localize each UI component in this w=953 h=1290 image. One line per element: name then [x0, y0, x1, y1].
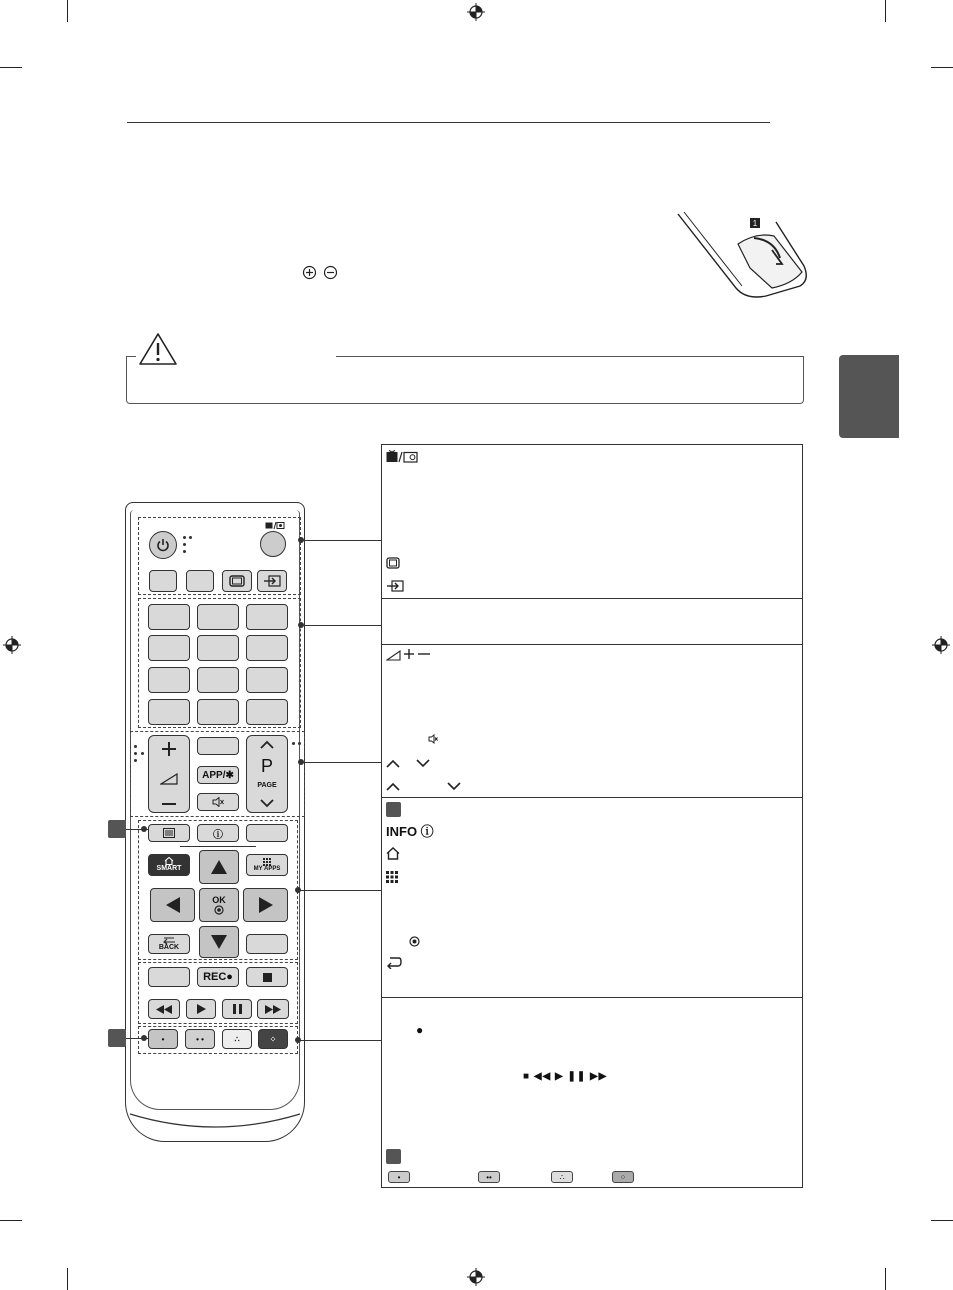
registration-mark-icon	[3, 636, 21, 654]
blank-button[interactable]	[186, 570, 214, 592]
indicator-dot	[189, 536, 192, 539]
ok-button-label: OK	[212, 895, 226, 905]
blank-button[interactable]	[148, 967, 190, 987]
green-key-icon: ••	[478, 1171, 500, 1183]
indicator-dot	[298, 742, 301, 745]
volume-up-icon	[162, 742, 176, 756]
indicator-dot	[292, 742, 295, 745]
leader-line	[302, 762, 382, 763]
page-up-icon	[259, 740, 275, 750]
indicator-dot	[134, 752, 137, 755]
green-button[interactable]: • •	[185, 1029, 215, 1049]
number-button[interactable]	[148, 604, 190, 630]
number-button[interactable]	[246, 635, 288, 661]
crop-mark	[0, 67, 22, 68]
dpad-down-button[interactable]	[199, 926, 239, 958]
volume-rocker[interactable]	[148, 735, 190, 813]
volume-down-icon	[162, 802, 176, 806]
crop-mark	[931, 67, 953, 68]
number-button[interactable]	[197, 635, 239, 661]
leader-dot	[141, 1035, 147, 1041]
back-button-label: BACK	[158, 944, 180, 951]
home-icon	[386, 847, 400, 860]
grid-icon	[386, 871, 398, 883]
leader-line	[299, 1040, 382, 1041]
registration-mark-icon	[932, 636, 950, 654]
indicator-dot	[183, 543, 186, 546]
mute-icon	[212, 797, 224, 807]
arrow-down-icon	[210, 934, 228, 950]
blank-button[interactable]	[149, 570, 177, 592]
arrow-up-icon	[210, 859, 228, 875]
ok-circle-icon	[214, 905, 224, 915]
registration-mark-icon	[467, 1268, 485, 1286]
screen-icon	[386, 557, 400, 569]
svg-text:1: 1	[752, 219, 758, 228]
teletext-button[interactable]	[148, 824, 190, 842]
number-button[interactable]	[246, 604, 288, 630]
play-icon	[197, 1004, 206, 1014]
tv-radio-icon	[265, 521, 285, 530]
blank-button[interactable]	[197, 737, 239, 755]
indicator-dot	[141, 752, 144, 755]
indicator-dot	[134, 759, 137, 762]
arrow-left-icon	[165, 896, 181, 914]
blue-key-icon: ⁘	[612, 1171, 634, 1183]
play-button[interactable]	[186, 999, 216, 1019]
mute-icon	[428, 734, 438, 744]
page-letter: P	[260, 756, 273, 776]
blank-button[interactable]	[246, 934, 288, 954]
section-badge	[108, 820, 126, 838]
chevron-up-icon	[386, 759, 400, 768]
pause-button[interactable]	[222, 999, 252, 1019]
registration-mark-icon	[467, 3, 485, 21]
battery-cover-illustration	[672, 210, 812, 305]
back-icon	[386, 956, 402, 969]
caution-box-top-right	[336, 356, 804, 357]
crop-mark	[885, 0, 886, 22]
leader-line	[302, 625, 382, 626]
header-rule	[127, 122, 770, 123]
dpad-left-button[interactable]	[150, 888, 195, 922]
stop-button[interactable]	[246, 967, 288, 987]
info-button-label: ⓘ	[213, 829, 223, 841]
crop-mark	[67, 1268, 68, 1290]
rewind-button[interactable]	[148, 999, 180, 1019]
minus-circle-icon	[323, 265, 338, 280]
indicator-dot	[134, 745, 137, 748]
leader-dot	[141, 826, 147, 832]
number-button[interactable]	[148, 667, 190, 693]
arrow-right-icon	[258, 896, 274, 914]
chevron-down-icon	[416, 759, 430, 768]
ok-button[interactable]	[199, 888, 239, 922]
chapter-tab	[839, 355, 899, 438]
rec-dot: ●	[416, 1023, 424, 1037]
app-button-label: APP/✱	[202, 769, 234, 781]
mute-button[interactable]	[197, 793, 239, 811]
remote-bottom-curve	[126, 1100, 304, 1144]
crop-mark	[931, 1220, 953, 1221]
leader-line	[299, 890, 382, 891]
power-button[interactable]	[149, 531, 177, 559]
indicator-dot	[183, 536, 186, 539]
number-button[interactable]	[148, 635, 190, 661]
teletext-icon	[163, 828, 175, 838]
indicator-dot	[183, 550, 186, 553]
number-button[interactable]	[246, 667, 288, 693]
volume-icon	[160, 773, 178, 785]
section-badge	[108, 1029, 126, 1047]
power-icon	[155, 537, 171, 553]
fast-forward-icon	[265, 1005, 281, 1014]
panel-divider	[382, 598, 802, 599]
back-button[interactable]	[148, 934, 190, 954]
back-icon	[162, 936, 176, 944]
panel-divider	[382, 997, 802, 998]
number-button[interactable]	[246, 699, 288, 725]
number-button[interactable]	[197, 699, 239, 725]
volume-plus-minus-icon	[386, 648, 432, 661]
input-icon	[263, 575, 281, 587]
number-button[interactable]	[197, 667, 239, 693]
plus-circle-icon	[302, 265, 317, 280]
info-button[interactable]	[197, 824, 239, 842]
input-button[interactable]	[257, 570, 287, 592]
tv-radio-button[interactable]	[260, 531, 286, 557]
caution-box-top-left	[126, 356, 136, 357]
leader-line	[302, 540, 382, 541]
blank-button[interactable]	[246, 824, 288, 842]
section-badge	[386, 1149, 401, 1164]
number-button[interactable]	[197, 604, 239, 630]
dpad-right-button[interactable]	[243, 888, 288, 922]
screen-icon	[229, 575, 245, 587]
yellow-key-icon: ∴	[551, 1171, 573, 1183]
screen-button[interactable]	[222, 570, 252, 592]
yellow-button[interactable]: ∴	[222, 1029, 252, 1049]
chevron-down-icon	[447, 782, 461, 791]
crop-mark	[885, 1268, 886, 1290]
smart-button-label: SMART	[156, 865, 182, 872]
info-label: INFO ⓘ	[386, 824, 434, 839]
panel-divider	[382, 797, 802, 798]
red-button[interactable]: •	[148, 1029, 178, 1049]
rec-button[interactable]	[197, 967, 239, 987]
chevron-up-icon	[386, 782, 400, 791]
blue-button[interactable]: ⁘	[258, 1029, 288, 1049]
panel-divider	[382, 644, 802, 645]
crop-mark	[0, 1220, 22, 1221]
key-divider	[180, 846, 256, 847]
my-apps-label: MY APPS	[253, 865, 281, 872]
transport-symbols: ■ ◀◀ ▶ ❚❚ ▶▶	[523, 1071, 608, 1082]
number-button[interactable]	[148, 699, 190, 725]
page-rocker[interactable]	[246, 735, 288, 813]
input-icon	[386, 580, 404, 592]
caution-box	[126, 356, 804, 404]
app-button[interactable]	[197, 766, 239, 784]
tv-radio-icon	[386, 450, 418, 463]
ok-circle-icon	[409, 936, 420, 947]
page-down-icon	[259, 798, 275, 808]
page-label: PAGE	[257, 782, 277, 789]
fast-forward-button[interactable]	[257, 999, 289, 1019]
crop-mark	[67, 0, 68, 22]
rec-button-label: REC●	[203, 971, 233, 983]
dpad-up-button[interactable]	[199, 850, 239, 884]
rewind-icon	[156, 1005, 172, 1014]
pause-icon	[233, 1004, 242, 1014]
section-badge	[386, 802, 401, 817]
stop-icon	[263, 973, 272, 982]
red-key-icon: •	[388, 1171, 410, 1183]
